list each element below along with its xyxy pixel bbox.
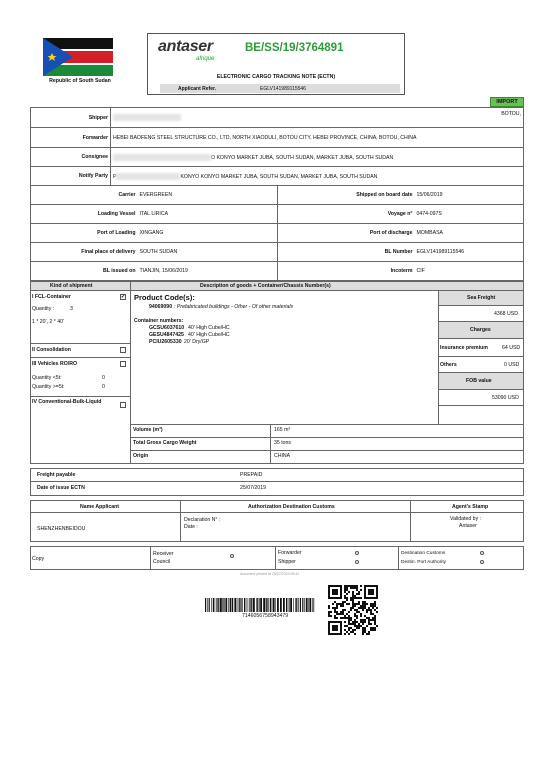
redacted-block: [113, 114, 181, 121]
divider: [438, 290, 439, 424]
origin-label: Origin: [133, 453, 149, 459]
country-caption: Republic of South Sudan: [49, 78, 111, 84]
divider: [130, 424, 524, 425]
goods-header: Description of goods + Container/Chassis Number(s): [200, 283, 331, 289]
divider: [150, 546, 151, 570]
divider: [30, 481, 524, 482]
insurance-value: 64 USD: [502, 345, 521, 351]
quantity-value: 3: [70, 306, 73, 312]
insurance-label: Insurance premium: [440, 345, 488, 351]
forwarder-value: HEBEI BAOFENG STEEL STRUCTURE CO., LTD, NORTH XIAODULI, BOTOU CITY, HEBEI PROVINCE, CHINA, BOTOU, CHINA: [111, 128, 524, 148]
carrier-label: Carrier: [31, 186, 138, 205]
copy-label: Copy: [32, 556, 45, 562]
weight-label: Total Gross Cargo Weight: [133, 440, 197, 446]
divider: [398, 546, 399, 570]
issue-date-value: 25/07/2019: [240, 485, 266, 491]
freight-payable-label: Freight payable: [37, 472, 76, 478]
receiver-council-label: Receiver Council: [153, 551, 174, 565]
pol-label: Port of Loading: [31, 224, 138, 243]
container-type: 20' Dry/GP: [184, 339, 210, 345]
copy-forwarder-radio[interactable]: [355, 551, 359, 555]
freight-payable-value: PREPAID: [240, 472, 263, 478]
divider: [438, 338, 524, 339]
sea-freight-label: Sea Freight: [467, 295, 496, 301]
applicant-ref-value: EGLV141989115546: [260, 85, 306, 92]
incoterm-value: CIF: [415, 262, 524, 281]
weight-value: 35 tons: [274, 440, 292, 446]
incoterm-label: Incoterm: [278, 262, 415, 281]
dest-customs-radio[interactable]: [480, 551, 484, 555]
applicant-ref-label: Applicant Refer.: [178, 85, 217, 92]
others-label: Others: [440, 362, 457, 368]
origin-value: CHINA: [274, 453, 291, 459]
destin-port-radio[interactable]: [480, 560, 484, 564]
doc-title: ELECTRONIC CARGO TRACKING NOTE (ECTN): [216, 74, 336, 80]
barcode-number: 7146056758943479: [242, 613, 289, 619]
divider: [30, 343, 130, 344]
divider: [438, 405, 524, 406]
brand-sub: afrique: [196, 56, 215, 62]
bulk-label: IV Conventional-Bulk-Liquid: [32, 399, 102, 405]
divider: [438, 389, 524, 390]
applicant-ref-row: [160, 84, 400, 93]
applicant-header: Name Applicant: [80, 504, 120, 510]
declaration-label: Declaration N° :: [184, 517, 221, 523]
customs-header: Authorization Destination Customs: [248, 504, 335, 510]
bl-issued-value: TIANJIN, 15/06/2019: [138, 262, 278, 281]
divider: [30, 396, 130, 397]
container-numbers-label: Container numbers:: [134, 318, 184, 324]
receiver-council-radio[interactable]: [230, 554, 234, 558]
vessel-value: ITAL LIRICA: [138, 205, 278, 224]
charges-label: Charges: [470, 327, 491, 333]
product-codes-label: Product Code(s):: [134, 293, 195, 302]
container-number: GCSU6037610: [149, 325, 185, 331]
qty-ge5-label: Quantity >=5t:: [32, 384, 65, 390]
redacted-block: [113, 154, 211, 161]
destin-port-label: Destin. Port Authority: [401, 560, 447, 565]
final-delivery-value: SOUTH SUDAN: [138, 243, 278, 262]
shipment-table: [30, 185, 524, 281]
carrier-value: EVERGREEN: [138, 186, 278, 205]
issue-date-label: Date of issue ECTN: [37, 485, 85, 491]
fob-label: FOB value: [466, 378, 492, 384]
barcode-icon: [205, 598, 315, 612]
bl-issued-label: BL issued on: [31, 262, 138, 281]
dest-customs-label: Destination Customs: [401, 551, 446, 556]
divider: [270, 424, 271, 464]
sea-freight-value: 4368 USD: [494, 311, 518, 317]
voyage-value: 0474-097S: [415, 205, 524, 224]
container-number: PCIU2605330: [149, 339, 182, 345]
volume-value: 165 m³: [274, 427, 291, 433]
pod-value: MOMBASA: [415, 224, 524, 243]
notify-label: Notify Party: [31, 167, 111, 186]
divider: [410, 500, 411, 542]
container-type: 40' High Cube/HC: [188, 332, 230, 338]
consolidation-label: II Consolidation: [32, 347, 71, 353]
pol-value: XINGANG: [138, 224, 278, 243]
forwarder-label: Forwarder: [31, 128, 111, 148]
bl-number-label: BL Number: [278, 243, 415, 262]
shipper-value: BOTOU,: [501, 111, 521, 117]
copy-section: [30, 546, 524, 570]
bl-number-value: EGLV141989115546: [415, 243, 524, 262]
container-number: GESU4847425: [149, 332, 184, 338]
qr-code-icon: [328, 585, 378, 635]
consignee-value: O KONYO MARKET JUBA, SOUTH SUDAN, MARKET JUBA, SOUTH SUDAN: [211, 154, 394, 161]
volume-label: Volume (m³): [133, 427, 163, 433]
tracking-code: BE/SS/19/3764891: [245, 42, 344, 54]
others-value: 0 USD: [504, 362, 520, 368]
final-delivery-label: Final place of delivery: [31, 243, 138, 262]
roro-checkbox[interactable]: [120, 361, 126, 367]
container-type: 40' High Cube/HC: [188, 325, 230, 331]
payment-section: [30, 468, 524, 496]
qty-lt5-label: Quantity <5t:: [32, 375, 62, 381]
voyage-label: Voyage n°: [278, 205, 415, 224]
consolidation-checkbox[interactable]: [120, 347, 126, 353]
redacted-block: [116, 173, 180, 180]
divider: [30, 512, 524, 513]
divider: [30, 357, 130, 358]
consignee-label: Consignee: [31, 148, 111, 167]
shipped-value: 15/06/2019: [415, 186, 524, 205]
notify-value: KONYO KONYO MARKET JUBA, SOUTH SUDAN, MARKET JUBA, SOUTH SUDAN: [180, 173, 378, 180]
divider: [438, 356, 524, 357]
qty-ge5-value: 0: [102, 384, 105, 390]
parties-table: [30, 107, 524, 186]
shipped-label: Shipped on board date: [278, 186, 415, 205]
fcl-label: I FCL-Container: [32, 294, 71, 300]
divider: [130, 437, 524, 438]
divider: [180, 500, 181, 542]
roro-label: III Vehicles RO/RO: [32, 361, 77, 367]
south-sudan-flag-icon: [43, 38, 113, 76]
pod-label: Port of discharge: [278, 224, 415, 243]
quantity-label: Quantity :: [32, 306, 55, 312]
divider: [130, 450, 524, 451]
validated-label: Validated by :: [450, 516, 482, 522]
copy-forwarder-label: Forwarder: [278, 550, 302, 556]
fcl-checkbox[interactable]: ✔: [121, 294, 126, 300]
printed-note: document printed at 25/07/2019 09:42: [240, 572, 300, 576]
applicant-value: SHENZHENBEIDOU: [37, 526, 86, 532]
validated-value: Antaser: [459, 523, 477, 529]
fob-value: 53090 USD: [492, 395, 519, 401]
divider: [275, 546, 276, 570]
shipper-label: Shipper: [31, 108, 111, 128]
qty-lt5-value: 0: [102, 375, 105, 381]
copy-shipper-label: Shipper: [278, 559, 296, 565]
kind-header: Kind of shipment: [50, 283, 93, 289]
import-badge: IMPORT: [490, 97, 524, 107]
copy-shipper-radio[interactable]: [355, 560, 359, 564]
stamp-header: Agent's Stamp: [452, 504, 489, 510]
auth-date-label: Date :: [184, 524, 198, 530]
brand-logo: antaser: [158, 38, 213, 55]
product-desc: : Prefabricated buildings - Other - Of other materials: [174, 304, 294, 310]
container-mix: 1 * 20', 2 * 40': [32, 319, 64, 325]
bulk-checkbox[interactable]: [120, 402, 126, 408]
vessel-label: Loading Vessel: [31, 205, 138, 224]
product-code: 94069090: [149, 304, 173, 310]
notify-prefix: P: [113, 173, 117, 180]
divider: [438, 305, 524, 306]
